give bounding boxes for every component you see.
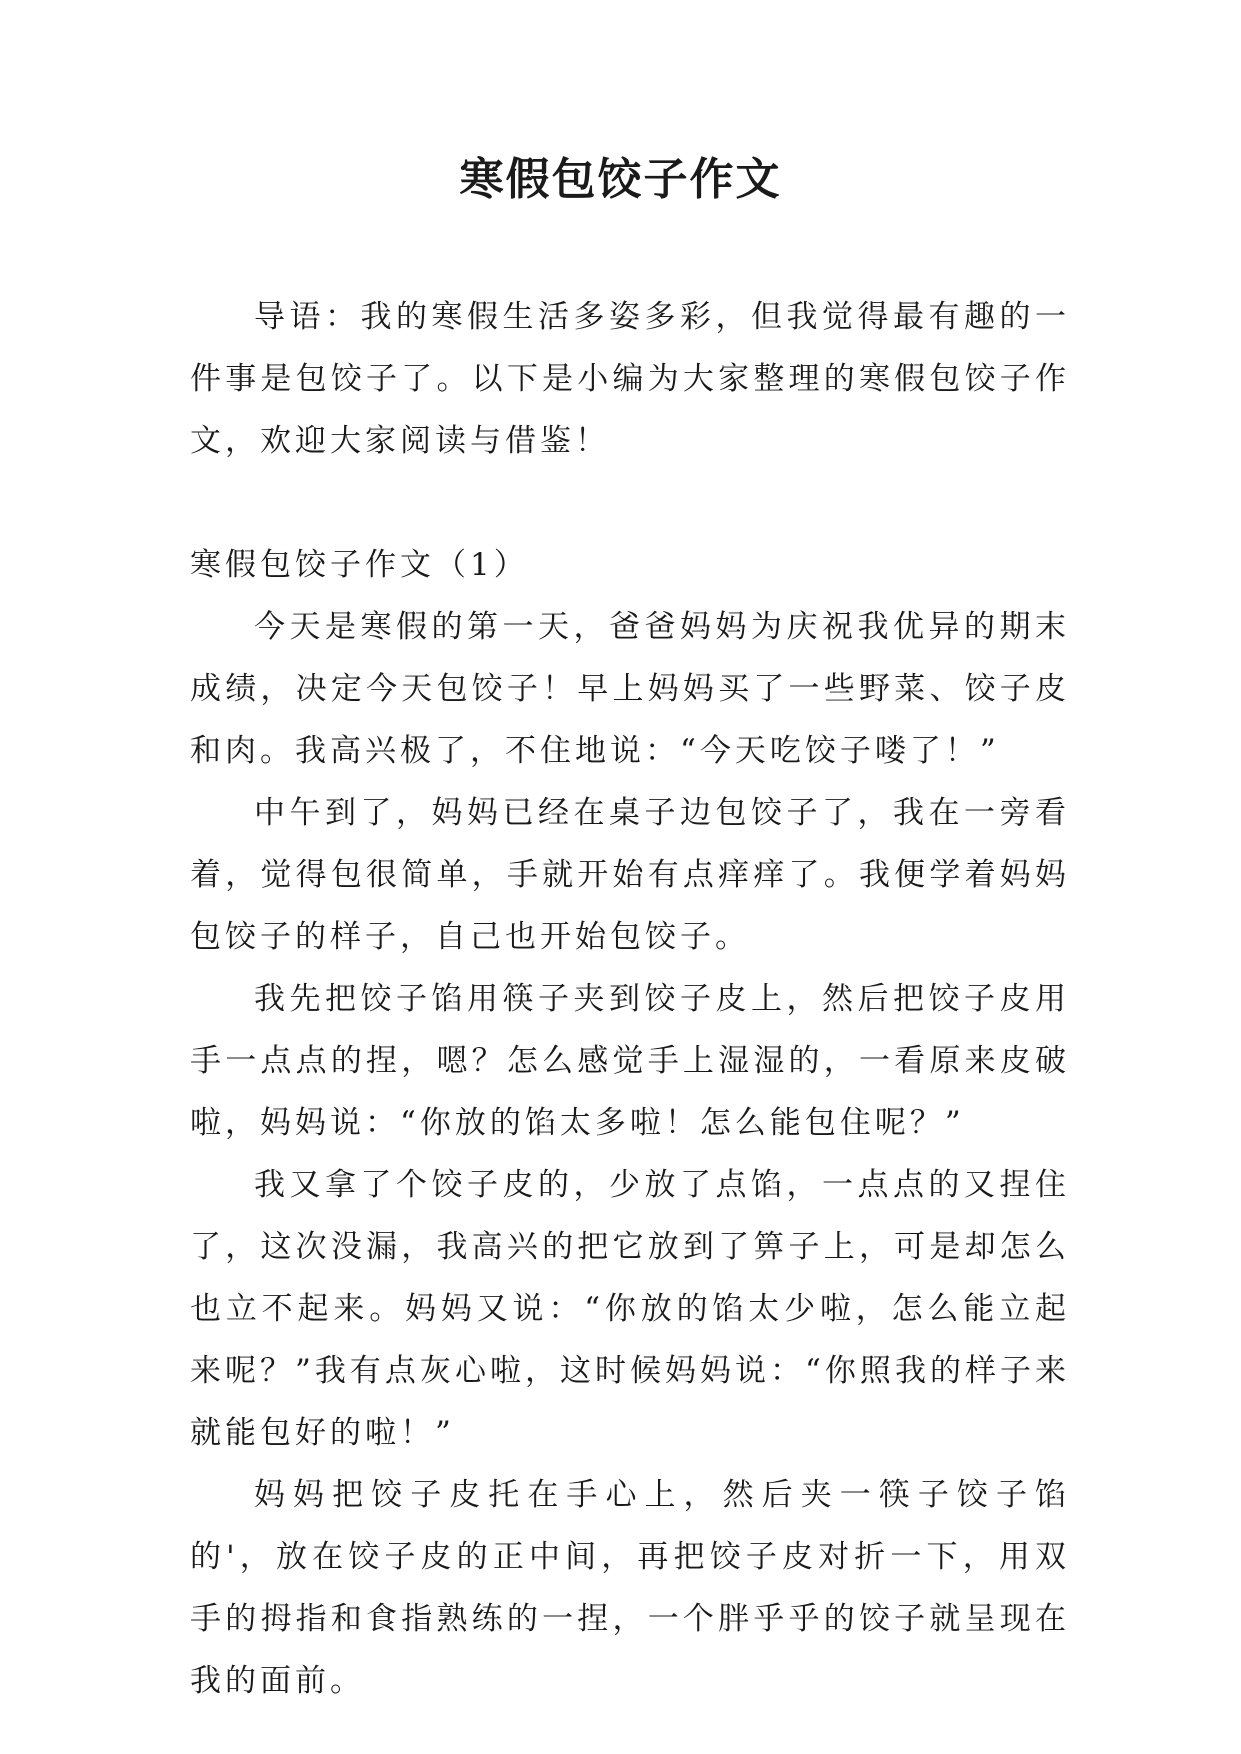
intro-paragraph: 导语：我的寒假生活多姿多彩，但我觉得最有趣的一件事是包饺子了。以下是小编为大家整理的寒假包饺子作文，欢迎大家阅读与借鉴！ (190, 299, 1070, 459)
document-body (190, 286, 1070, 1712)
body-paragraph: 我又拿了个饺子皮的，少放了点馅，一点点的又捏住了，这次没漏，我高兴的把它放到了箅子上，可是却怎么也立不起来。妈妈又说：“你放的馅太少啦，怎么能立起来呢？”我有点灰心啦，这时候妈妈说：“你照我的样子来就能包好的啦！” (190, 1167, 1070, 1451)
section-heading: 寒假包饺子作文（1） (190, 547, 529, 583)
body-paragraph: 今天是寒假的第一天，爸爸妈妈为庆祝我优异的期末成绩，决定今天包饺子！早上妈妈买了一些野菜、饺子皮和肉。我高兴极了，不住地说：“今天吃饺子喽了！” (190, 609, 1070, 769)
body-paragraph: 我先把饺子馅用筷子夹到饺子皮上，然后把饺子皮用手一点点的捏，嗯？怎么感觉手上湿湿的，一看原来皮破啦，妈妈说：“你放的馅太多啦！怎么能包住呢？” (190, 981, 1070, 1141)
document-title: 寒假包饺子作文 (459, 154, 782, 205)
body-paragraph: 妈妈把饺子皮托在手心上，然后夹一筷子饺子馅的'，放在饺子皮的正中间，再把饺子皮对折一下，用双手的拇指和食指熟练的一捏，一个胖乎乎的饺子就呈现在我的面前。 (190, 1477, 1070, 1699)
body-paragraph: 中午到了，妈妈已经在桌子边包饺子了，我在一旁看着，觉得包很简单，手就开始有点痒痒了。我便学着妈妈包饺子的样子，自己也开始包饺子。 (190, 795, 1070, 955)
